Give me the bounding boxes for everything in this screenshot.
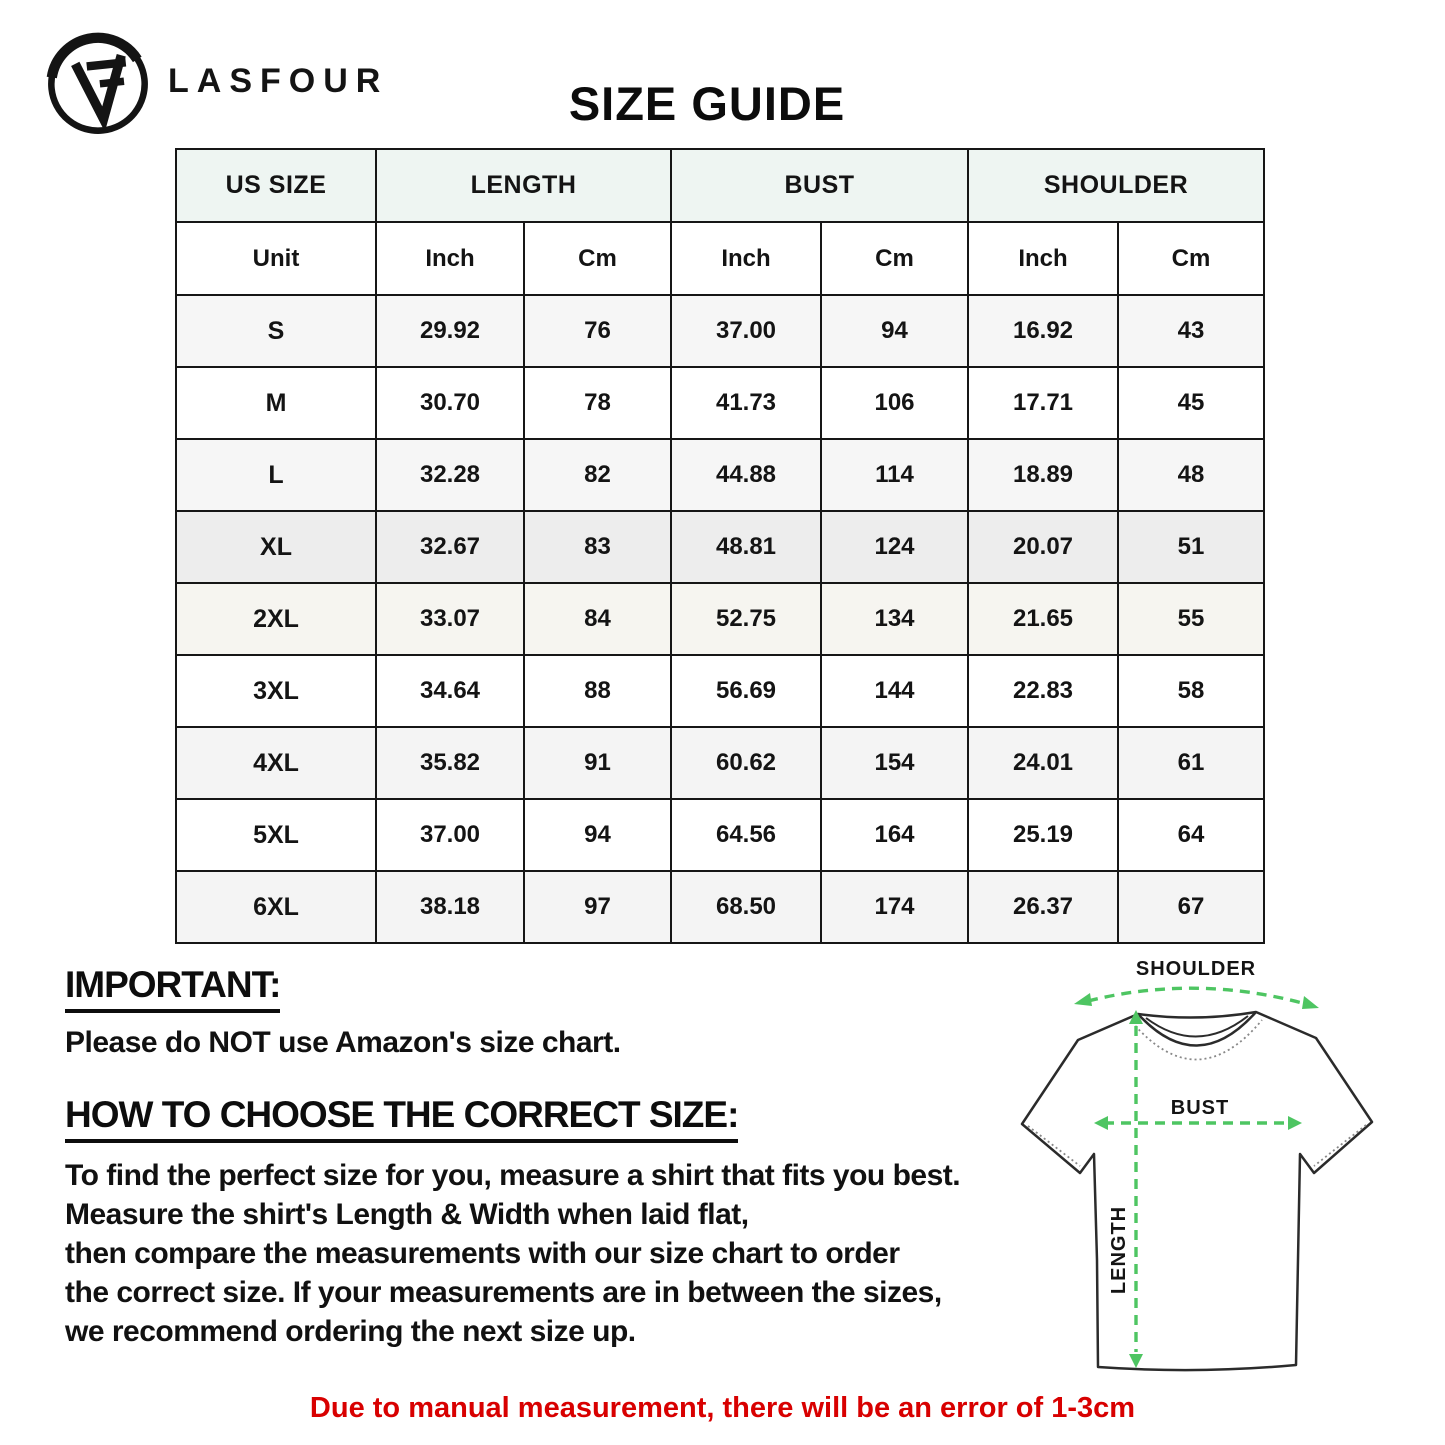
- size-label: 5XL: [176, 799, 376, 871]
- measurement-value: 52.75: [671, 583, 821, 655]
- measurement-value: 78: [524, 367, 671, 439]
- important-heading: [65, 964, 1025, 1013]
- howto-line: Measure the shirt's Length & Width when laid flat,: [65, 1198, 749, 1231]
- measurement-value: 22.83: [968, 655, 1118, 727]
- unit-header-cm: Cm: [1118, 222, 1264, 295]
- tshirt-outline: [1022, 1012, 1372, 1370]
- shoulder-label: SHOULDER: [1135, 958, 1257, 980]
- measurement-value: 94: [821, 295, 968, 367]
- column-header-shoulder: SHOULDER: [968, 149, 1264, 222]
- size-row: [176, 799, 1264, 871]
- measurement-value: 64.56: [671, 799, 821, 871]
- measurement-value: 68.50: [671, 871, 821, 943]
- size-row: [176, 439, 1264, 511]
- measurement-value: 21.65: [968, 583, 1118, 655]
- unit-header-cm: Cm: [821, 222, 968, 295]
- howto-line: the correct size. If your measurements are in between the sizes,: [65, 1276, 942, 1309]
- page-title: SIZE GUIDE: [568, 77, 846, 130]
- shoulder-measure-arrow: [1088, 988, 1306, 1004]
- howto-line: we recommend ordering the next size up.: [65, 1315, 636, 1348]
- measurement-value: 76: [524, 295, 671, 367]
- measurement-disclaimer: Due to manual measurement, there will be an error of 1-3cm: [309, 1392, 1136, 1424]
- table-group-header-row: [176, 149, 1264, 222]
- size-row: [176, 367, 1264, 439]
- measurement-value: 91: [524, 727, 671, 799]
- shoulder-arrow-left-icon: [1074, 993, 1092, 1006]
- column-header-us-size: US SIZE: [176, 149, 376, 222]
- measurement-value: 43: [1118, 295, 1264, 367]
- unit-header-inch: Inch: [671, 222, 821, 295]
- measurement-value: 164: [821, 799, 968, 871]
- size-label: L: [176, 439, 376, 511]
- measurement-value: 44.88: [671, 439, 821, 511]
- size-label: XL: [176, 511, 376, 583]
- measurement-value: 48: [1118, 439, 1264, 511]
- measurement-value: 18.89: [968, 439, 1118, 511]
- measurement-value: 48.81: [671, 511, 821, 583]
- howto-paragraph: [65, 1156, 1025, 1351]
- size-label: 6XL: [176, 871, 376, 943]
- measurement-value: 34.64: [376, 655, 524, 727]
- measurement-value: 94: [524, 799, 671, 871]
- important-body: Please do NOT use Amazon's size chart.: [65, 1026, 621, 1059]
- size-table: [175, 148, 1265, 944]
- measurement-value: 51: [1118, 511, 1264, 583]
- measurement-value: 124: [821, 511, 968, 583]
- measurement-value: 45: [1118, 367, 1264, 439]
- size-label: M: [176, 367, 376, 439]
- notes-section: [65, 964, 1025, 1351]
- howto-line: then compare the measurements with our size chart to order: [65, 1237, 900, 1270]
- measurement-value: 25.19: [968, 799, 1118, 871]
- unit-header: Unit: [176, 222, 376, 295]
- measurement-value: 26.37: [968, 871, 1118, 943]
- measurement-value: 61: [1118, 727, 1264, 799]
- unit-header-cm: Cm: [524, 222, 671, 295]
- measurement-value: 114: [821, 439, 968, 511]
- size-row: [176, 727, 1264, 799]
- measurement-value: 84: [524, 583, 671, 655]
- measurement-value: 55: [1118, 583, 1264, 655]
- howto-heading-text: HOW TO CHOOSE THE CORRECT SIZE:: [65, 1094, 738, 1143]
- size-row: [176, 511, 1264, 583]
- column-header-length: LENGTH: [376, 149, 671, 222]
- size-label: S: [176, 295, 376, 367]
- howto-line: To find the perfect size for you, measure a shirt that fits you best.: [65, 1159, 961, 1192]
- size-label: 2XL: [176, 583, 376, 655]
- measurement-value: 144: [821, 655, 968, 727]
- measurement-value: 64: [1118, 799, 1264, 871]
- length-label: LENGTH: [1108, 1205, 1130, 1295]
- measurement-value: 106: [821, 367, 968, 439]
- measurement-value: 33.07: [376, 583, 524, 655]
- measurement-value: 82: [524, 439, 671, 511]
- unit-header-inch: Inch: [968, 222, 1118, 295]
- size-label: 4XL: [176, 727, 376, 799]
- measurement-value: 24.01: [968, 727, 1118, 799]
- measurement-value: 134: [821, 583, 968, 655]
- measurement-value: 20.07: [968, 511, 1118, 583]
- measurement-value: 32.28: [376, 439, 524, 511]
- measurement-value: 35.82: [376, 727, 524, 799]
- measurement-value: 83: [524, 511, 671, 583]
- size-table-body: [176, 295, 1264, 943]
- brand-name: LASFOUR: [168, 61, 389, 100]
- measurement-value: 67: [1118, 871, 1264, 943]
- bust-label: BUST: [1170, 1097, 1230, 1119]
- size-row: [176, 295, 1264, 367]
- shoulder-arrow-right-icon: [1302, 996, 1319, 1009]
- unit-header-inch: Inch: [376, 222, 524, 295]
- column-header-bust: BUST: [671, 149, 968, 222]
- measurement-value: 88: [524, 655, 671, 727]
- measurement-value: 37.00: [671, 295, 821, 367]
- table-unit-header-row: [176, 222, 1264, 295]
- measurement-value: 17.71: [968, 367, 1118, 439]
- size-row: [176, 871, 1264, 943]
- measurement-value: 56.69: [671, 655, 821, 727]
- tshirt-diagram-svg: [1008, 950, 1445, 1390]
- measurement-value: 97: [524, 871, 671, 943]
- size-label: 3XL: [176, 655, 376, 727]
- measurement-value: 60.62: [671, 727, 821, 799]
- measurement-value: 38.18: [376, 871, 524, 943]
- howto-heading: [65, 1094, 1025, 1143]
- measurement-value: 16.92: [968, 295, 1118, 367]
- important-heading-text: IMPORTANT:: [65, 964, 280, 1013]
- measurement-value: 30.70: [376, 367, 524, 439]
- measurement-value: 32.67: [376, 511, 524, 583]
- measurement-value: 41.73: [671, 367, 821, 439]
- measurement-value: 29.92: [376, 295, 524, 367]
- measurement-value: 174: [821, 871, 968, 943]
- tshirt-measurement-diagram: [1008, 950, 1445, 1390]
- size-row: [176, 655, 1264, 727]
- measurement-value: 154: [821, 727, 968, 799]
- size-row: [176, 583, 1264, 655]
- measurement-value: 58: [1118, 655, 1264, 727]
- measurement-value: 37.00: [376, 799, 524, 871]
